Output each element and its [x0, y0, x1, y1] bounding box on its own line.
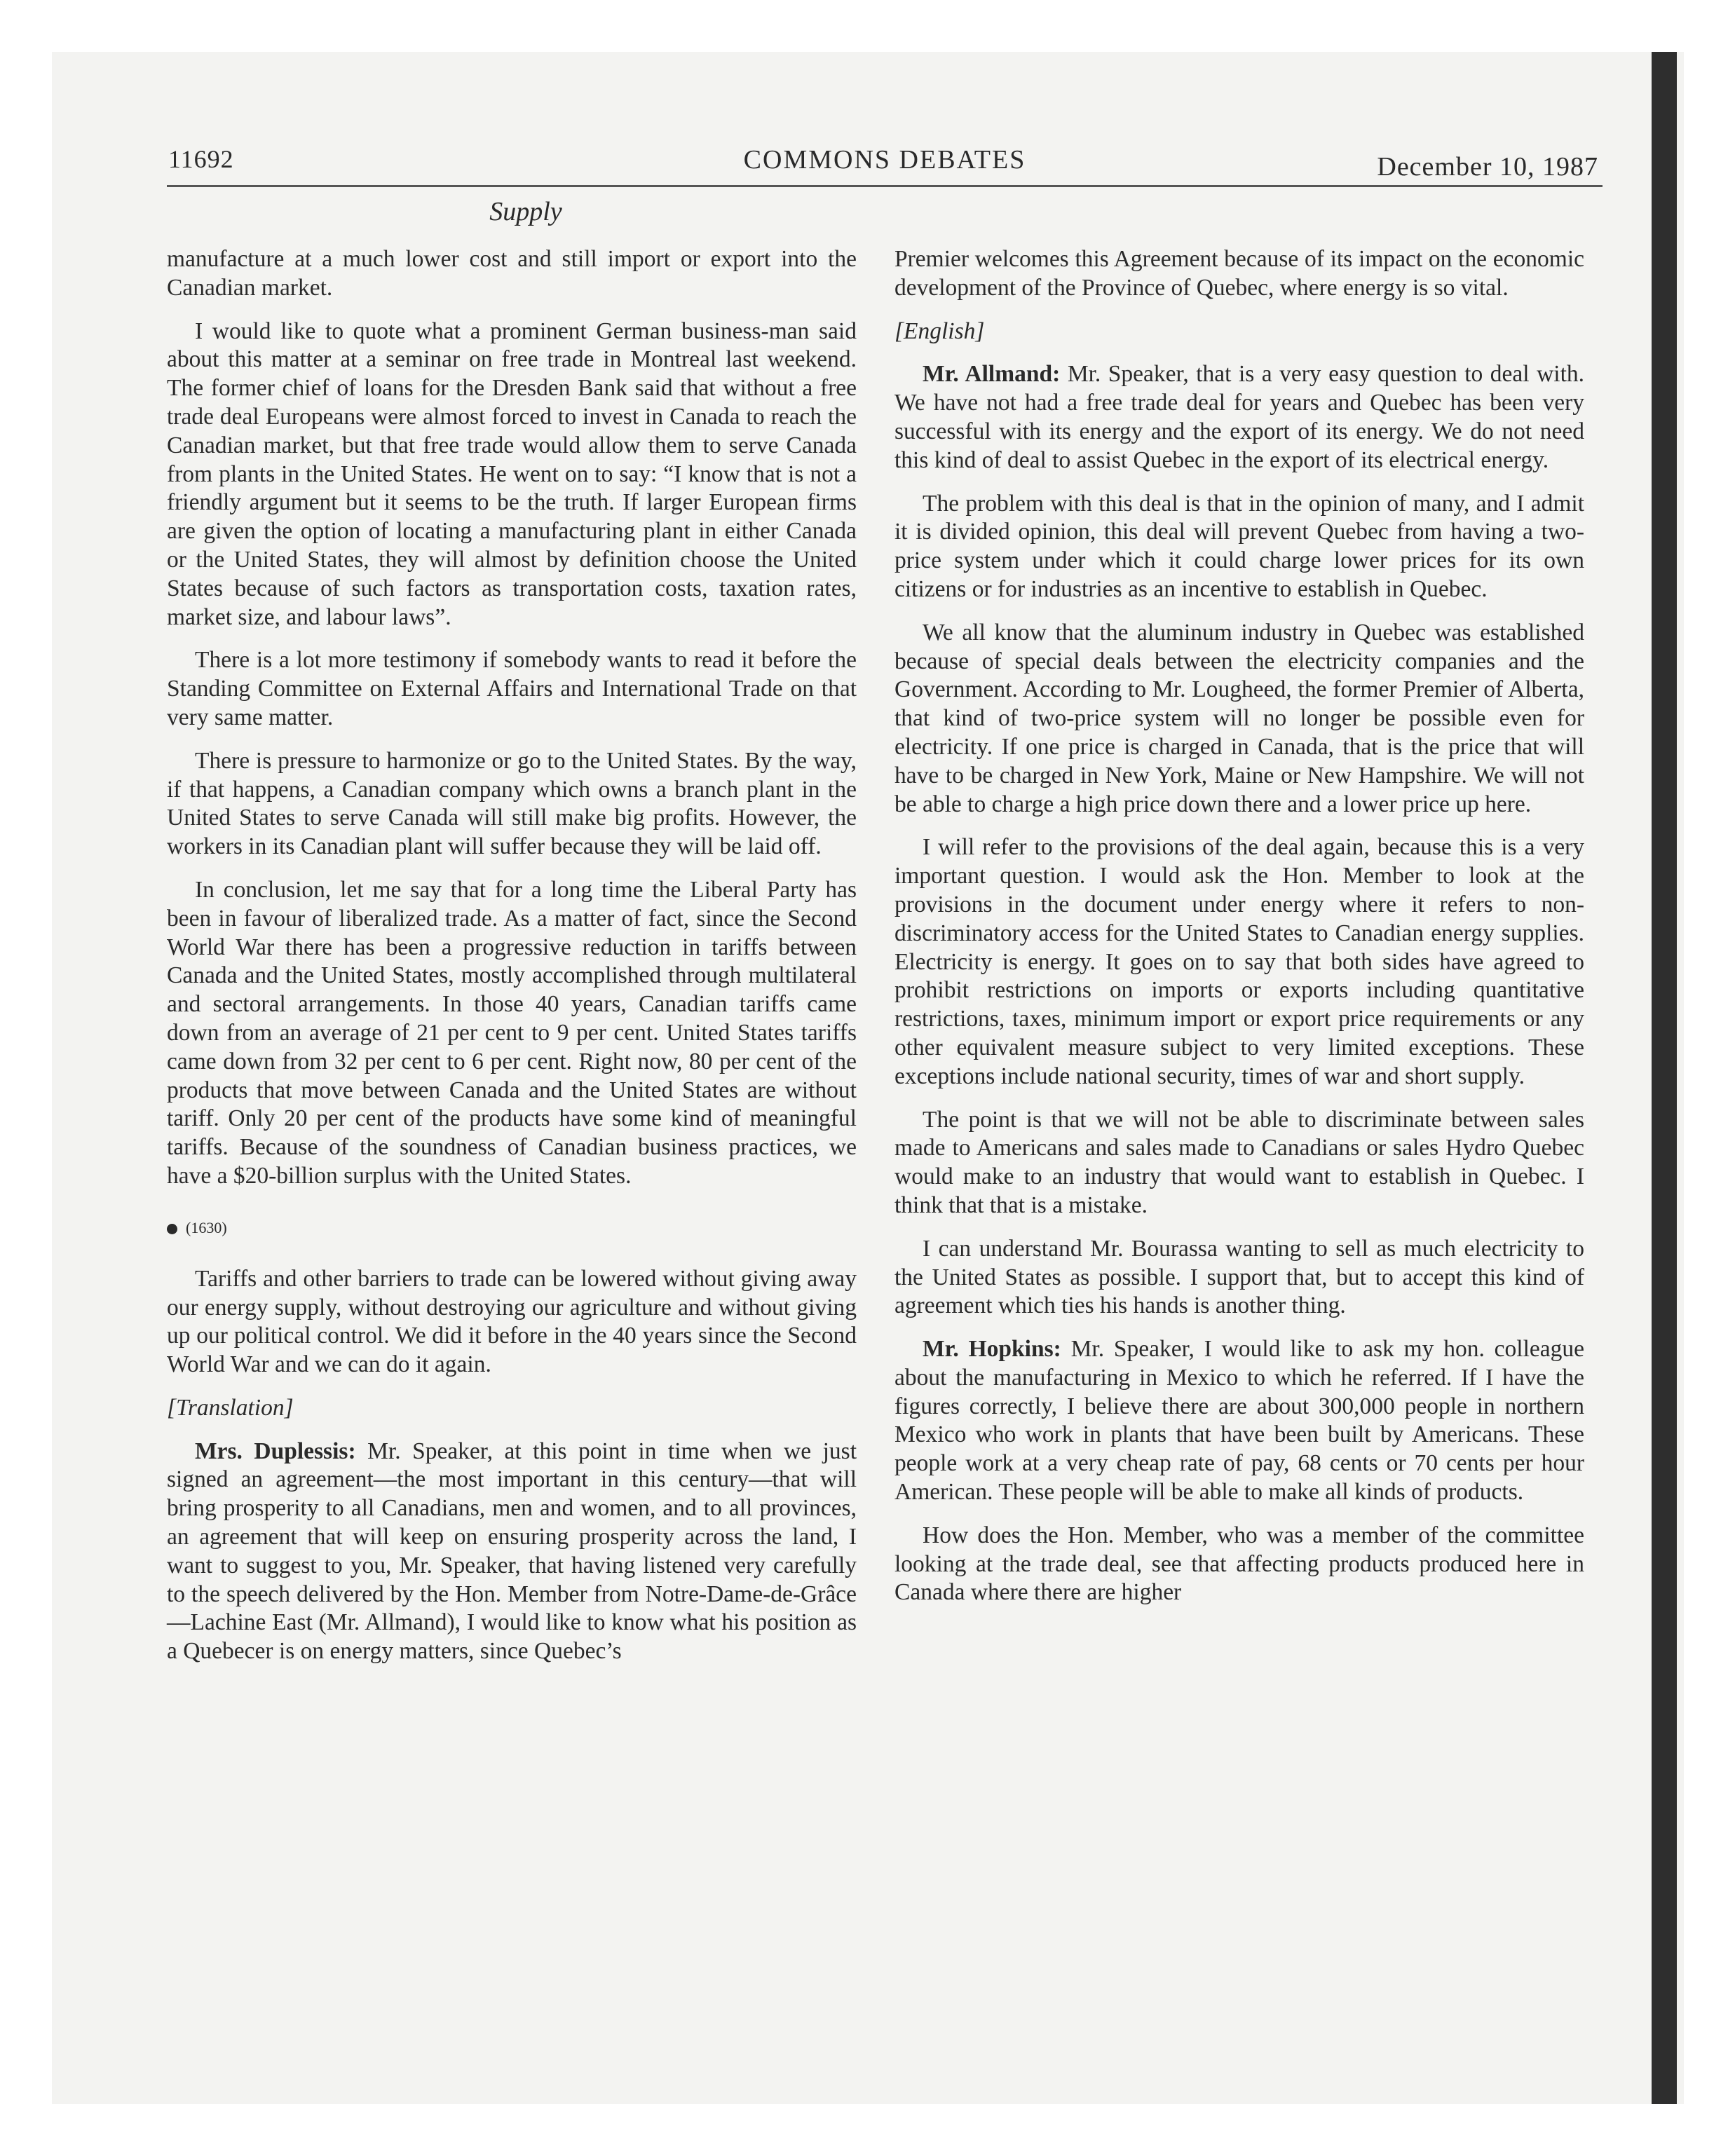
time-marker-text: (1630) [186, 1218, 227, 1236]
speech-text: Mr. Speaker, at this point in time when we just signed an agreement—the most important in this century—that will bring prosperity to all Canadians, men and women, and to all provinces, an agreement that will keep on ensuring prosperity across the land, I want to suggest to you, Mr. Speaker, that having listened very carefully to the speech delivered by the Hon. Member from Notre-Dame-de-Grâce—Lachine East (Mr. Allmand), I would like to know what his position as a Quebecer is on energy matters, since Quebec’s [167, 1438, 857, 1665]
body-paragraph: How does the Hon. Member, who was a member of the committee looking at the trade deal, see that affecting products produced here in Canada where there are higher [894, 1522, 1584, 1606]
scan-edge-shadow [1652, 52, 1677, 2104]
speech-text: Mr. Speaker, I would like to ask my hon. colleague about the manufacturing in Mexico to which he referred. If I have the figures correctly, I believe there are about 300,000 people in northern Mexico who work in plants that have been built by Americans. These people work at a very cheap rate of pay, 68 cents or 70 cents per hour American. These people will be able to make all kinds of products. [894, 1336, 1584, 1506]
language-note: [Translation] [167, 1394, 294, 1421]
body-paragraph: I will refer to the provisions of the deal again, because this is a very important question. I would ask the Hon. Member to look at the provisions in the document under energy where it refers to non-discriminatory access for the United States to Canadian energy supplies. Electricity is energy. It goes on to say that both sides have agreed to prohibit restrictions on imports or exports including quantitative restrictions, taxes, minimum import or export price requirements or any other equivalent measure subject to very limited exceptions. These exceptions include national security, times of war and short supply. [894, 834, 1584, 1089]
body-paragraph: We all know that the aluminum industry in Quebec was established because of special deals between the electricity companies and the Government. According to Mr. Lougheed, the former Premier of Alberta, that kind of two-price system will no longer be possible even for electricity. If one price is charged in Canada, that is the price that will have to be charged in New York, Maine or New Hampshire. We will not be able to charge a high price down there and a lower price up here. [894, 619, 1584, 817]
body-paragraph: The problem with this deal is that in the opinion of many, and I admit it is divided opinion, this deal will prevent Quebec from having a two-price system under which it could charge lower prices for its own citizens or for industries as an incentive to establish in Quebec. [894, 490, 1584, 602]
speech-paragraph [167, 1438, 857, 1666]
body-paragraph: manufacture at a much lower cost and still import or export into the Canadian market. [167, 246, 857, 301]
publication-title: COMMONS DEBATES [743, 145, 1026, 175]
language-note: [English] [894, 318, 985, 344]
body-paragraph: There is a lot more testimony if somebody wants to read it before the Standing Committee on External Affairs and International Trade on that very same matter. [167, 647, 857, 730]
left-column [167, 245, 857, 1681]
speech-paragraph [894, 1335, 1584, 1507]
page-header [167, 140, 1603, 187]
body-paragraph: There is pressure to harmonize or go to the United States. By the way, if that happens, a Canadian company which owns a branch plant in the United States to serve Canada will still make big profits. However, the workers in its Canadian plant will suffer because they will be laid off. [167, 747, 857, 860]
body-paragraph: Premier welcomes this Agreement because of its impact on the economic development of the Province of Quebec, where energy is so vital. [894, 246, 1584, 301]
section-title: Supply [489, 197, 562, 226]
speaker-name: Mr. Allmand: [923, 361, 1061, 388]
page-number: 11692 [168, 145, 234, 173]
speech-paragraph [894, 360, 1584, 475]
body-paragraph: Tariffs and other barriers to trade can be lowered without giving away our energy supply, without destroying our agriculture and without giving up our political control. We did it before in the 40 years since the Second World War and we can do it again. [167, 1265, 857, 1378]
body-paragraph: I can understand Mr. Bourassa wanting to sell as much electricity to the United States as possible. I support that, but to accept this kind of agreement which ties his hands is another thing. [894, 1235, 1584, 1319]
time-marker [167, 1217, 857, 1239]
right-column [894, 245, 1584, 1622]
publication-date: December 10, 1987 [1377, 152, 1598, 182]
speech-text: Mr. Speaker, that is a very easy question to deal with. We have not had a free trade deal for years and Quebec has been very successful with its energy and the export of its energy. We do not need this kind of deal to assist Quebec in the export of its electrical energy. [894, 361, 1584, 473]
bullet-dot-icon [167, 1224, 177, 1234]
body-paragraph: The point is that we will not be able to discriminate between sales made to Americans and sales made to Canadians or sales Hydro Quebec would make to an industry that would want to establish in Quebec. I think that that is a mistake. [894, 1106, 1584, 1218]
body-paragraph: I would like to quote what a prominent German business-man said about this matter at a seminar on free trade in Montreal last weekend. The former chief of loans for the Dresden Bank said that without a free trade deal Europeans were almost forced to invest in Canada to reach the Canadian market, but that free trade would allow them to serve Canada from plants in the United States. He went on to say: “I know that is not a friendly argument but it seems to be the truth. If larger European firms are given the option of locating a manufacturing plant in either Canada or the United States, they will almost by definition choose the United States because of such factors as transportation costs, taxation rates, market size, and labour laws”. [167, 318, 857, 630]
speaker-name: Mr. Hopkins: [923, 1336, 1061, 1363]
speaker-name: Mrs. Duplessis: [195, 1438, 356, 1464]
body-paragraph: In conclusion, let me say that for a long time the Liberal Party has been in favour of liberalized trade. As a matter of fact, since the Second World War there has been a progressive reduction in tariffs between Canada and the United States, mostly accomplished through multilateral and sectoral arrangements. In those 40 years, Canadian tariffs came down from an average of 21 per cent to 9 per cent. United States tariffs came down from 32 per cent to 6 per cent. Right now, 80 per cent of the products that move between Canada and the United States are without tariff. Only 20 per cent of the products have some kind of meaningful tariffs. Because of the soundness of Canadian business practices, we have a $20-billion surplus with the United States. [167, 876, 857, 1189]
